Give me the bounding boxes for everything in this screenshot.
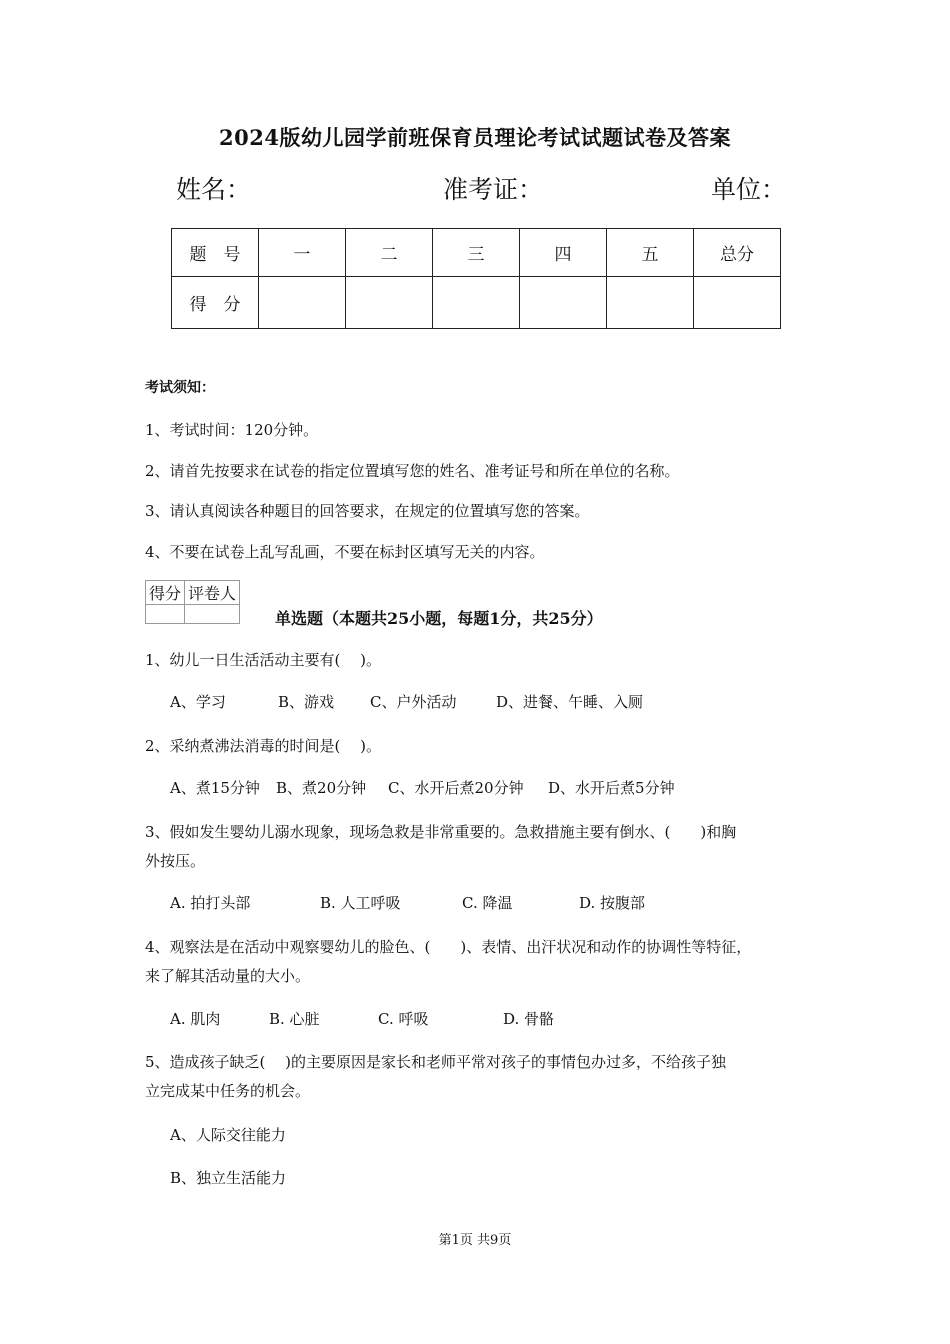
score-cell[interactable] bbox=[346, 277, 433, 329]
option[interactable]: D、进餐、午睡、入厕 bbox=[496, 693, 644, 711]
notes-heading: 考试须知： bbox=[145, 380, 215, 396]
score-table bbox=[171, 228, 781, 329]
note-item: 2、请首先按要求在试卷的指定位置填写您的姓名、准考证号和所在单位的名称。 bbox=[145, 462, 680, 480]
score-header-cell: 二 bbox=[346, 229, 433, 277]
option[interactable]: C. 降温 bbox=[462, 894, 513, 912]
question-options bbox=[170, 1008, 554, 1029]
question-options bbox=[170, 892, 645, 913]
option[interactable]: D. 骨骼 bbox=[503, 1010, 555, 1028]
option[interactable]: B. 人工呼吸 bbox=[320, 894, 401, 912]
option[interactable]: B、煮20分钟 bbox=[276, 779, 367, 797]
score-header-cell: 一 bbox=[259, 229, 346, 277]
grader-score-label: 得分 bbox=[146, 581, 185, 605]
option[interactable]: D、水开后煮5分钟 bbox=[548, 779, 675, 797]
score-table-score-row bbox=[172, 277, 781, 329]
grader-score-cell[interactable] bbox=[146, 605, 185, 624]
score-table-header-row bbox=[172, 229, 781, 277]
note-item: 1、考试时间：120分钟。 bbox=[145, 421, 319, 439]
option[interactable]: C. 呼吸 bbox=[378, 1010, 429, 1028]
score-cell[interactable] bbox=[520, 277, 607, 329]
score-cell[interactable] bbox=[433, 277, 520, 329]
option[interactable]: B. 心脏 bbox=[269, 1010, 320, 1028]
option[interactable]: A、煮15分钟 bbox=[170, 779, 260, 797]
question-stem-continued: 来了解其活动量的大小。 bbox=[145, 967, 311, 985]
option[interactable]: A. 拍打头部 bbox=[170, 894, 251, 912]
score-header-cell: 三 bbox=[433, 229, 520, 277]
option[interactable]: A. 肌肉 bbox=[170, 1010, 221, 1028]
name-field-label: 姓名： bbox=[176, 175, 252, 204]
option[interactable]: B、独立生活能力 bbox=[170, 1169, 287, 1187]
question-stem: 1、幼儿一日生活活动主要有( )。 bbox=[145, 651, 382, 669]
question-stem: 5、造成孩子缺乏( )的主要原因是家长和老师平常对孩子的事情包办过多，不给孩子独 bbox=[145, 1053, 727, 1071]
option[interactable]: B、游戏 bbox=[278, 693, 335, 711]
note-item: 4、不要在试卷上乱写乱画，不要在标封区填写无关的内容。 bbox=[145, 543, 545, 561]
option[interactable]: D. 按腹部 bbox=[579, 894, 646, 912]
question-stem-continued: 外按压。 bbox=[145, 852, 206, 870]
score-row-label: 得 分 bbox=[172, 277, 259, 329]
score-header-cell: 五 bbox=[607, 229, 694, 277]
question-options bbox=[170, 777, 675, 798]
score-cell[interactable] bbox=[607, 277, 694, 329]
option[interactable]: A、学习 bbox=[170, 693, 226, 711]
unit-field-label: 单位： bbox=[711, 175, 787, 204]
question-stem-continued: 立完成某中任务的机会。 bbox=[145, 1082, 311, 1100]
question-stem: 4、观察法是在活动中观察婴幼儿的脸色、( )、表情、出汗状况和动作的协调性等特征， bbox=[145, 938, 752, 956]
score-header-cell: 总分 bbox=[694, 229, 781, 277]
option[interactable]: A、人际交往能力 bbox=[170, 1126, 286, 1144]
score-cell[interactable] bbox=[259, 277, 346, 329]
score-header-cell: 四 bbox=[520, 229, 607, 277]
grader-box bbox=[145, 580, 240, 624]
question-stem: 2、采纳煮沸法消毒的时间是( )。 bbox=[145, 737, 382, 755]
score-header-cell: 题 号 bbox=[172, 229, 259, 277]
page-footer: 第1页 共9页 bbox=[438, 1233, 512, 1248]
page-title: 2024版幼儿园学前班保育员理论考试试题试卷及答案 bbox=[219, 125, 731, 150]
option[interactable]: C、水开后煮20分钟 bbox=[388, 779, 524, 797]
note-item: 3、请认真阅读各种题目的回答要求，在规定的位置填写您的答案。 bbox=[145, 502, 590, 520]
grader-reviewer-cell[interactable] bbox=[185, 605, 240, 624]
exam-id-field-label: 准考证： bbox=[443, 175, 544, 204]
option[interactable]: C、户外活动 bbox=[370, 693, 457, 711]
question-stem: 3、假如发生婴幼儿溺水现象，现场急救是非常重要的。急救措施主要有倒水、( )和胸 bbox=[145, 823, 737, 841]
score-cell[interactable] bbox=[694, 277, 781, 329]
question-options bbox=[170, 691, 643, 712]
grader-reviewer-label: 评卷人 bbox=[185, 581, 240, 605]
section-title: 单选题（本题共25小题，每题1分，共25分） bbox=[275, 609, 603, 628]
